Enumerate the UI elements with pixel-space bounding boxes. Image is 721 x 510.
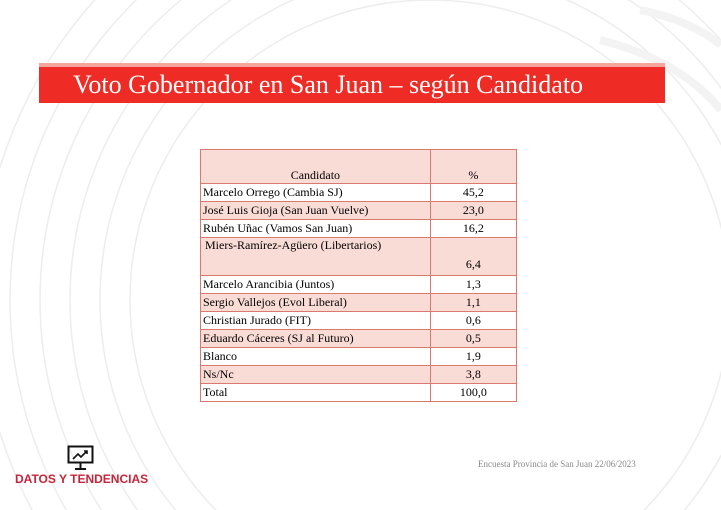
- table-row: [201, 220, 517, 238]
- chart-trend-icon: [67, 445, 95, 471]
- table-row: [201, 202, 517, 220]
- title-banner: [39, 67, 665, 103]
- candidate-name: Christian Jurado (FIT): [201, 312, 431, 330]
- table-row: [201, 312, 517, 330]
- candidate-name: Blanco: [201, 348, 431, 366]
- candidate-percent: 1,9: [430, 348, 516, 366]
- candidate-percent: 0,6: [430, 312, 516, 330]
- candidate-name: Miers-Ramírez-Agüero (Libertarios): [201, 238, 431, 276]
- table-row: [201, 294, 517, 312]
- results-table: [200, 149, 517, 402]
- candidate-percent: 23,0: [430, 202, 516, 220]
- candidate-name: Marcelo Arancibia (Juntos): [201, 276, 431, 294]
- candidate-name: Rubén Uñac (Vamos San Juan): [201, 220, 431, 238]
- table-row: [201, 330, 517, 348]
- table-row: [201, 366, 517, 384]
- candidate-percent: 6,4: [430, 238, 516, 276]
- candidate-name: Sergio Vallejos (Evol Liberal): [201, 294, 431, 312]
- table-row-total: [201, 384, 517, 402]
- candidate-name: Eduardo Cáceres (SJ al Futuro): [201, 330, 431, 348]
- brand-name: DATOS Y TENDENCIAS: [15, 472, 149, 486]
- header-candidate: Candidato: [201, 150, 431, 184]
- slide-title: Voto Gobernador en San Juan – según Candidato: [73, 70, 584, 99]
- candidate-name: Ns/Nc: [201, 366, 431, 384]
- candidate-percent: 3,8: [430, 366, 516, 384]
- table-header-row: [201, 150, 517, 184]
- source-note: Encuesta Provincia de San Juan 22/06/2023: [478, 459, 636, 469]
- header-percent: %: [430, 150, 516, 184]
- candidate-percent: 0,5: [430, 330, 516, 348]
- candidate-percent: 100,0: [430, 384, 516, 402]
- table-row: [201, 238, 517, 276]
- candidate-percent: 16,2: [430, 220, 516, 238]
- table-row: [201, 348, 517, 366]
- table-row: [201, 276, 517, 294]
- candidate-percent: 1,3: [430, 276, 516, 294]
- candidate-name: Total: [201, 384, 431, 402]
- table-row: [201, 184, 517, 202]
- candidate-percent: 45,2: [430, 184, 516, 202]
- candidate-name: José Luis Gioja (San Juan Vuelve): [201, 202, 431, 220]
- candidate-percent: 1,1: [430, 294, 516, 312]
- candidate-name: Marcelo Orrego (Cambia SJ): [201, 184, 431, 202]
